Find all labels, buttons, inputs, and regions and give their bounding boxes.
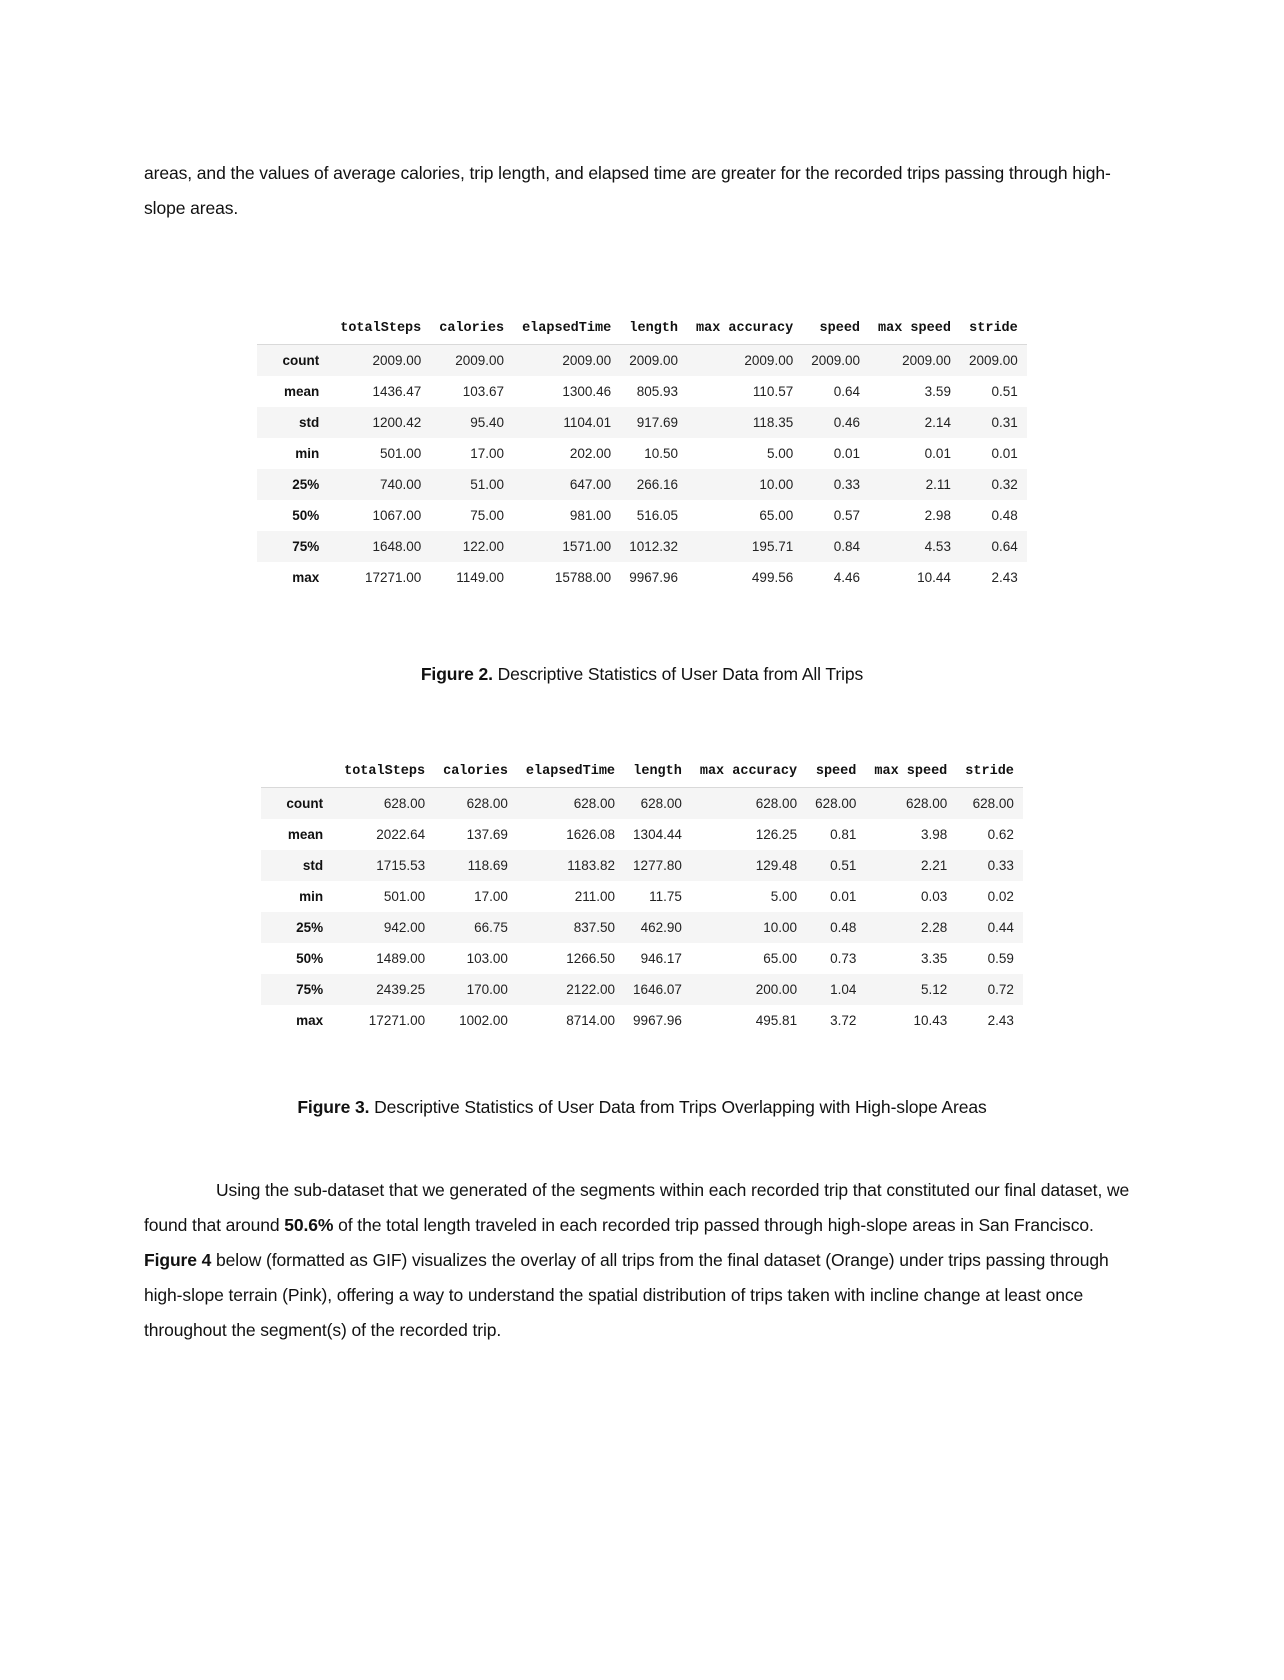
column-header: totalSteps [344,764,426,779]
table-cell: 2009.00 [968,353,1018,368]
figure-3-caption-text: Descriptive Statistics of User Data from Trips Overlapping with High-slope Areas [369,1096,987,1117]
table-cell: 0.02 [987,889,1014,904]
table-cell: 2009.00 [372,353,422,368]
table-cell: 122.00 [462,539,505,554]
table-cell: 17.00 [474,889,508,904]
table-header-row [257,315,1027,345]
column-header: length [633,764,682,779]
table-cell: 0.51 [991,384,1018,399]
figure-3-table-header [261,758,1023,788]
table-cell: 0.62 [987,827,1014,842]
table-cell: 195.71 [751,539,794,554]
table-cell: 2009.00 [902,353,951,368]
table-row [261,881,1023,912]
table-row [257,345,1027,377]
row-label: max [296,1013,324,1028]
row-label: min [299,889,324,904]
table-cell: 1.04 [830,982,857,997]
column-header: calories [443,764,508,779]
table-cell: 65.00 [763,951,798,966]
table-cell: 628.00 [972,796,1014,811]
table-cell: 5.00 [766,446,794,461]
table-cell: 137.69 [466,827,508,842]
column-header: stride [969,321,1018,336]
table-cell: 2009.00 [744,353,794,368]
table-cell: 0.31 [991,415,1018,430]
figure-3-block [144,758,1140,1036]
table-cell: 15788.00 [554,570,612,585]
closing-paragraph-percent: 50.6% [284,1215,334,1235]
closing-paragraph-figure-ref: Figure 4 [144,1250,212,1270]
table-cell: 3.72 [830,1013,857,1028]
table-cell: 0.51 [830,858,857,873]
table-cell: 2009.00 [811,353,861,368]
table-cell: 0.01 [991,446,1018,461]
table-cell: 2122.00 [566,982,616,997]
intro-paragraph: areas, and the values of average calories, trip length, and elapsed time are greater for the recorded trips passing through high-slope areas. [144,162,1111,218]
figure-3-table-body [261,788,1023,1037]
table-cell: 628.00 [383,796,426,811]
table-cell: 200.00 [755,982,798,997]
figure-3-caption [144,1092,1140,1122]
table-cell: 129.48 [755,858,798,873]
table-row [257,531,1027,562]
table-cell: 0.48 [830,920,857,935]
table-cell: 17.00 [470,446,505,461]
row-label: count [282,353,320,368]
table-corner-header [257,315,331,345]
table-cell: 17271.00 [368,1013,426,1028]
table-cell: 1012.32 [629,539,678,554]
column-header: max accuracy [696,321,794,336]
row-label: 75% [292,539,320,554]
table-cell: 1104.01 [563,415,612,430]
table-cell: 8714.00 [566,1013,616,1028]
table-cell: 3.35 [921,951,948,966]
column-header: elapsedTime [522,321,612,336]
table-cell: 4.53 [924,539,951,554]
table-cell: 17271.00 [364,570,422,585]
row-label: std [302,858,324,873]
table-cell: 837.50 [573,920,616,935]
table-cell: 516.05 [636,508,678,523]
row-label: min [295,446,320,461]
table-cell: 1436.47 [372,384,422,399]
table-cell: 2.43 [987,1013,1014,1028]
table-cell: 647.00 [569,477,612,492]
table-cell: 0.48 [991,508,1018,523]
table-cell: 2009.00 [455,353,505,368]
table-cell: 1648.00 [372,539,422,554]
table-cell: 5.00 [770,889,798,904]
table-row [261,943,1023,974]
table-row [261,1005,1023,1036]
table-cell: 65.00 [759,508,794,523]
table-cell: 628.00 [640,796,682,811]
table-cell: 0.64 [991,539,1018,554]
figure-2-table-header [257,315,1027,345]
table-cell: 75.00 [470,508,505,523]
table-cell: 1646.07 [633,982,682,997]
table-cell: 495.81 [755,1013,798,1028]
row-label: count [286,796,324,811]
table-row [257,407,1027,438]
table-cell: 1183.82 [567,858,616,873]
table-cell: 202.00 [569,446,612,461]
table-cell: 4.46 [833,570,861,585]
column-header: length [629,321,678,336]
table-cell: 1489.00 [376,951,426,966]
table-cell: 110.57 [752,384,794,399]
closing-paragraph-part3: below (formatted as GIF) visualizes the overlay of all trips from the final dataset (Orange) under trips passing through high-slope terrain (Pink), offering a way to understand the spatial distribution of trips taken with incline change at least once throughout the segment(s) of the recorded trip. [144,1250,1109,1340]
table-cell: 917.69 [636,415,678,430]
figure-2-block [144,315,1140,593]
table-cell: 0.57 [833,508,861,523]
column-header: stride [965,764,1014,779]
table-cell: 3.98 [921,827,948,842]
column-header: max speed [874,764,948,779]
table-cell: 2.28 [921,920,948,935]
table-cell: 0.46 [833,415,861,430]
table-cell: 2009.00 [562,353,612,368]
table-cell: 981.00 [569,508,612,523]
row-label: mean [287,827,324,842]
table-cell: 95.40 [470,415,505,430]
table-cell: 501.00 [379,446,422,461]
table-cell: 0.03 [921,889,948,904]
row-label: std [298,415,320,430]
table-cell: 1626.08 [566,827,616,842]
table-cell: 5.12 [921,982,948,997]
closing-paragraph [144,1173,1140,1348]
row-label: max [292,570,320,585]
table-cell: 2.43 [991,570,1018,585]
table-cell: 2.98 [924,508,951,523]
table-cell: 462.90 [640,920,682,935]
table-cell: 211.00 [574,889,616,904]
table-cell: 118.69 [467,858,508,873]
table-cell: 118.35 [752,415,794,430]
table-cell: 0.01 [924,446,951,461]
table-cell: 0.33 [987,858,1014,873]
row-label: 50% [292,508,320,523]
table-cell: 805.93 [636,384,678,399]
figure-2-caption-lead: Figure 2. [420,663,493,684]
table-cell: 170.00 [466,982,508,997]
table-cell: 499.56 [751,570,794,585]
column-header: max speed [878,321,951,336]
row-label: 25% [296,920,324,935]
table-cell: 0.32 [991,477,1018,492]
table-row [261,912,1023,943]
table-cell: 266.16 [636,477,678,492]
table-cell: 946.17 [640,951,682,966]
figure-3-caption-lead: Figure 3. [297,1096,370,1117]
table-row [261,850,1023,881]
table-row [257,376,1027,407]
table-cell: 2.14 [924,415,951,430]
table-cell: 0.59 [987,951,1014,966]
table-cell: 9967.96 [629,570,678,585]
table-cell: 51.00 [470,477,505,492]
table-cell: 1304.44 [633,827,682,842]
table-cell: 1266.50 [566,951,616,966]
table-cell: 9967.96 [633,1013,682,1028]
table-cell: 2022.64 [376,827,426,842]
column-header: calories [439,321,505,336]
table-cell: 3.59 [924,384,951,399]
table-row [261,974,1023,1005]
row-label: 75% [296,982,324,997]
table-cell: 0.44 [987,920,1014,935]
table-row [257,500,1027,531]
closing-paragraph-part2: of the total length traveled in each recorded trip passed through high-slope areas in San Francisco. [333,1215,1094,1235]
table-row [261,819,1023,850]
column-header: totalSteps [340,321,422,336]
table-cell: 628.00 [906,796,948,811]
figure-3-table [261,758,1023,1036]
closing-paragraph-part1: Using the sub-dataset that we generated of the segments within each recorded trip that constituted our final dataset, we found that around [144,1180,1130,1235]
column-header: max accuracy [699,764,798,779]
column-header: speed [819,321,861,336]
table-header-row [261,758,1023,788]
row-label: 50% [296,951,324,966]
table-cell: 1200.42 [372,415,422,430]
table-cell: 0.81 [830,827,857,842]
table-cell: 1149.00 [456,570,505,585]
table-cell: 0.64 [833,384,861,399]
column-header: elapsedTime [525,764,616,779]
table-cell: 10.43 [913,1013,948,1028]
figure-2-caption [144,659,1140,689]
table-cell: 0.84 [833,539,861,554]
table-cell: 1002.00 [459,1013,508,1028]
table-cell: 628.00 [573,796,616,811]
table-cell: 501.00 [383,889,426,904]
table-cell: 740.00 [379,477,422,492]
table-cell: 628.00 [815,796,857,811]
table-cell: 10.50 [644,446,678,461]
table-cell: 10.00 [763,920,798,935]
figure-2-caption-text: Descriptive Statistics of User Data from All Trips [492,663,864,684]
table-cell: 2.21 [921,858,948,873]
column-header: speed [815,764,857,779]
table-row [257,562,1027,593]
table-cell: 10.00 [759,477,794,492]
table-corner-header [261,758,335,788]
table-cell: 628.00 [466,796,508,811]
table-row [257,438,1027,469]
table-cell: 126.25 [755,827,798,842]
table-cell: 0.73 [830,951,857,966]
table-cell: 0.33 [833,477,861,492]
table-cell: 0.01 [830,889,857,904]
table-cell: 10.44 [917,570,951,585]
table-cell: 66.75 [474,920,508,935]
table-cell: 942.00 [383,920,426,935]
table-row [261,788,1023,820]
document-page [0,18,1284,1680]
table-cell: 1715.53 [376,858,426,873]
table-cell: 1300.46 [562,384,612,399]
table-cell: 103.00 [466,951,508,966]
table-cell: 11.75 [649,889,682,904]
table-cell: 2439.25 [376,982,426,997]
table-cell: 1277.80 [633,858,682,873]
table-cell: 0.72 [987,982,1014,997]
table-row [257,469,1027,500]
table-cell: 1067.00 [372,508,422,523]
table-cell: 2.11 [925,477,951,492]
table-cell: 1571.00 [562,539,612,554]
table-cell: 103.67 [462,384,505,399]
table-cell: 2009.00 [629,353,678,368]
row-label: mean [283,384,320,399]
row-label: 25% [292,477,320,492]
figure-2-table-body [257,345,1027,594]
table-cell: 0.01 [833,446,861,461]
table-cell: 628.00 [755,796,798,811]
figure-2-table [257,315,1027,593]
